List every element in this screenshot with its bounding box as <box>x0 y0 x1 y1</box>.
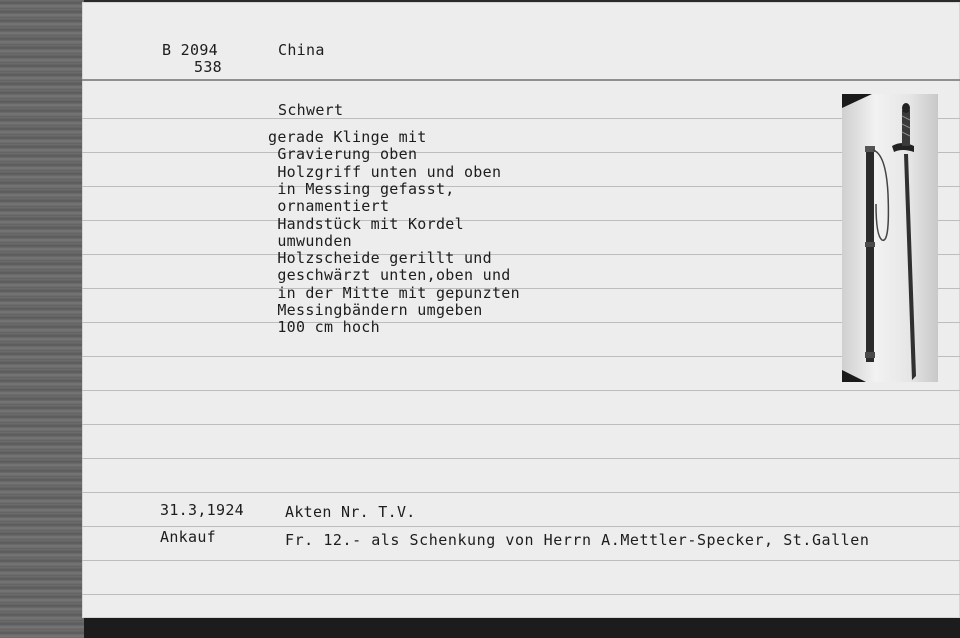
card-file-backing <box>0 0 84 638</box>
ruled-line <box>82 254 960 255</box>
description-line: Holzscheide gerillt und <box>268 249 492 267</box>
ruled-line <box>82 594 960 595</box>
description-line: in Messing gefasst, <box>268 180 455 198</box>
acquisition-note: Fr. 12.- als Schenkung von Herrn A.Mettler-Specker, St.Gallen <box>285 531 870 549</box>
description-line: 100 cm hoch <box>268 318 380 336</box>
ruled-line <box>82 186 960 187</box>
files-reference: Akten Nr. T.V. <box>285 503 416 521</box>
description-line: umwunden <box>268 232 352 250</box>
description-line: gerade Klinge mit <box>268 128 427 146</box>
ruled-line <box>82 390 960 391</box>
ruled-line <box>82 322 960 323</box>
ruled-line <box>82 458 960 459</box>
acquisition-type: Ankauf <box>160 528 216 546</box>
ruled-line <box>82 356 960 357</box>
description-line: geschwärzt unten,oben und <box>268 266 511 284</box>
description-line: Holzgriff unten und oben <box>268 163 502 181</box>
ruled-line <box>82 526 960 527</box>
ruled-line <box>82 118 960 119</box>
description-line: Gravierung oben <box>268 145 418 163</box>
ruled-line <box>82 220 960 221</box>
description-line: Handstück mit Kordel <box>268 215 464 233</box>
ruled-line <box>82 560 960 561</box>
object-title: Schwert <box>278 101 344 119</box>
description-line: in der Mitte mit gepunzten <box>268 284 520 302</box>
inventory-number: B 2094 <box>162 41 218 59</box>
catalog-card <box>82 2 960 618</box>
origin: China <box>278 41 325 59</box>
ruled-line <box>82 152 960 153</box>
object-photograph <box>842 94 938 382</box>
ruled-line <box>82 492 960 493</box>
sub-number: 538 <box>194 58 222 76</box>
ruled-line <box>82 424 960 425</box>
ruled-line <box>82 288 960 289</box>
card-bottom-shadow <box>84 618 960 638</box>
description-line: ornamentiert <box>268 197 390 215</box>
sword-and-scabbard-image <box>842 94 938 382</box>
entry-date: 31.3,1924 <box>160 501 244 519</box>
header-rule <box>82 79 960 81</box>
description-line: Messingbändern umgeben <box>268 301 483 319</box>
